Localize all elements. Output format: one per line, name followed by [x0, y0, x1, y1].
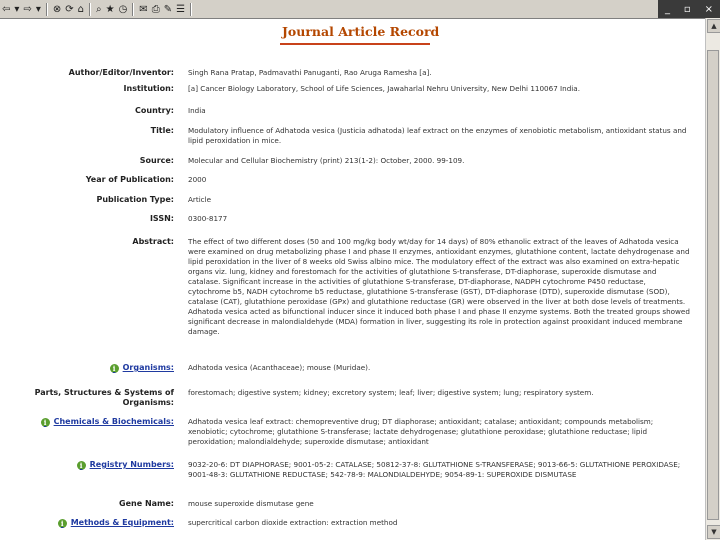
field-label-text: ISSN:: [149, 214, 174, 223]
field-value: 9032-20-6: DT DIAPHORASE; 9001-05-2: CATALASE; 50812-37-8: GLUTATHIONE S-TRANSFERASE; 9013-66-5: GLUTATHIONE PEROXIDASE; 9001-48-3: GLUTATHIONE REDUCTASE; 542-78-9: MALONDIALDEHYDE; 9054-89-1: SUPEROXIDE DISMUTASE: [188, 460, 681, 479]
field-label-text[interactable]: Registry Numbers:: [89, 460, 174, 469]
field-label: [96, 195, 174, 205]
field-label: [140, 156, 174, 166]
field-row: [0, 126, 700, 146]
field-value: Modulatory influence of Adhatoda vesica (Justicia adhatoda) leaf extract on the enzymes of xenobiotic metabolism, antioxidant status and lipid peroxidation in mice.: [188, 126, 687, 145]
field-label-text[interactable]: Organisms:: [122, 363, 174, 372]
field-value: forestomach; digestive system; kidney; excretory system; leaf; liver; digestive system; lung; respiratory system.: [188, 388, 594, 397]
field-label[interactable]: [58, 518, 174, 528]
vertical-scrollbar[interactable]: [705, 18, 720, 540]
field-value: India: [188, 106, 206, 115]
home-icon[interactable]: ⌂: [77, 3, 84, 15]
toolbar-separator: [132, 3, 134, 16]
page-title: Journal Article Record: [282, 24, 440, 39]
field-label: [132, 237, 174, 247]
field-label-text: Year of Publication:: [85, 175, 174, 184]
info-icon[interactable]: i: [41, 418, 50, 427]
discuss-icon[interactable]: ☰: [176, 3, 186, 15]
restore-button[interactable]: ▫: [683, 3, 691, 15]
field-value: [a] Cancer Biology Laboratory, School of Life Sciences, Jawaharlal Nehru University, New Delhi 110067 India.: [188, 84, 580, 93]
info-icon[interactable]: i: [110, 364, 119, 373]
field-value: mouse superoxide dismutase gene: [188, 499, 314, 508]
field-label-text: Country:: [135, 106, 174, 115]
field-value: Adhatoda vesica (Acanthaceae); mouse (Muridae).: [188, 363, 371, 372]
field-row: [0, 175, 700, 185]
field-label-text: Source:: [139, 156, 174, 165]
field-value: 0300-8177: [188, 214, 228, 223]
field-value: Molecular and Cellular Biochemistry (print) 213(1-2): October, 2000. 99-109.: [188, 156, 465, 165]
field-label: [69, 68, 174, 78]
toolbar-separator: [89, 3, 91, 16]
field-value: 2000: [188, 175, 207, 184]
field-value: Adhatoda vesica leaf extract: chemopreventive drug; DT diaphorase; antioxidant; catalase; antioxidant; compounds metabolism; xenobiotic; cytochrome; glutathione S-transferase; lactate dehydrogenase; glutathione peroxidase; glutathione reductase; lipid peroxidation; malondialdehyde; superoxide dismutase; antioxidant: [188, 417, 654, 446]
field-row: [0, 214, 700, 224]
field-row: [0, 156, 700, 166]
field-value: The effect of two different doses (50 and 100 mg/kg body wt/day for 14 days) of 80% ethanolic extract of the leaves of Adhatoda vesica were examined on drug metabolizing phase I and phase II enzymes, antioxidant enzymes, glutathione content, lactate dehydrogenase and lipid peroxidation in the liver of 8 weeks old Swiss albino mice. The modulatory effect of the extract was also examined on extra-hepatic organs viz. lung, kidney and forestomach for the activities of glutathione S-transferase, DT-diaphorase, superoxide dismutase and catalase. Significant increase in the activities of glutathione S-transferase, DT-diaphorase, NADPH cytochrome P450 reductase, cytochrome b5, NADH cytochrome b5 reductase, glutathione S-transferase (GST), DT-diaphorase (DTD), superoxide dismutase (SOD), catalase (CAT), glutathione peroxidase (GPx) and glutathione reductase (GR) were observed in the liver at both dose levels of treatments. Adhatoda vesica acted as bifunctional inducer since it induced both phase I and phase II enzyme systems. Both the treated groups showed significant decrease in malondialdehyde (MDA) formation in liver, suggesting its role in protection against prooxidant induced membrane damage.: [188, 237, 690, 336]
mail-icon[interactable]: ✉: [139, 3, 148, 15]
window-controls: [658, 0, 720, 18]
edit-icon[interactable]: ✎: [163, 3, 173, 15]
field-label-text: Title:: [150, 126, 174, 135]
field-label-text: Abstract:: [132, 237, 174, 246]
field-row: [0, 518, 700, 528]
field-label-text: Institution:: [123, 84, 174, 93]
field-value: supercritical carbon dioxide extraction: extraction method: [188, 518, 398, 527]
toolbar-separator: [190, 3, 192, 16]
title-underline: [280, 43, 430, 45]
field-row: [0, 237, 700, 357]
info-icon[interactable]: i: [58, 519, 67, 528]
refresh-icon[interactable]: ⟳: [65, 3, 74, 15]
field-label[interactable]: [41, 417, 174, 427]
toolbar-separator: [46, 3, 48, 16]
field-value: Singh Rana Pratap, Padmavathi Panuganti, Rao Aruga Ramesha [a].: [188, 68, 432, 77]
close-button[interactable]: ×: [704, 3, 714, 15]
history-icon[interactable]: ◷: [118, 3, 128, 15]
record-page: [0, 18, 706, 540]
field-value: Article: [188, 195, 212, 204]
field-label: [0, 388, 174, 408]
field-row: [0, 499, 700, 509]
field-label: [124, 84, 174, 94]
scroll-up-icon[interactable]: ▲: [707, 19, 720, 33]
field-label[interactable]: [77, 460, 174, 470]
field-label: [119, 499, 174, 509]
field-row: [0, 388, 700, 408]
favorites-icon[interactable]: ★: [105, 3, 115, 15]
field-label-text: Parts, Structures & Systems of Organisms:: [34, 388, 174, 407]
field-label-text: Publication Type:: [96, 195, 174, 204]
back-menu-icon[interactable]: ▾: [14, 3, 20, 15]
forward-menu-icon[interactable]: ▾: [35, 3, 41, 15]
field-label: [86, 175, 174, 185]
field-label-text[interactable]: Methods & Equipment:: [70, 518, 174, 527]
field-label-text: Author/Editor/Inventor:: [68, 68, 174, 77]
field-row: [0, 460, 700, 490]
field-row: [0, 195, 700, 205]
info-icon[interactable]: i: [77, 461, 86, 470]
field-label: [150, 214, 174, 224]
forward-icon[interactable]: ⇨: [23, 3, 32, 15]
search-icon[interactable]: ⌕: [95, 3, 102, 15]
scroll-thumb[interactable]: [707, 50, 719, 520]
minimize-button[interactable]: _: [664, 3, 670, 15]
browser-toolbar: [0, 0, 720, 19]
field-row: [0, 84, 700, 94]
field-label: [151, 126, 174, 136]
field-row: [0, 68, 700, 78]
back-icon[interactable]: ⇦: [2, 3, 11, 15]
print-icon[interactable]: ⎙: [151, 3, 160, 15]
field-row: [0, 417, 700, 447]
field-row: [0, 363, 700, 373]
field-label-text[interactable]: Chemicals & Biochemicals:: [53, 417, 174, 426]
field-label[interactable]: [110, 363, 174, 373]
field-label: [135, 106, 174, 116]
field-label-text: Gene Name:: [119, 499, 174, 508]
field-row: [0, 106, 700, 116]
scroll-down-icon[interactable]: ▼: [707, 525, 720, 539]
stop-icon[interactable]: ⊗: [52, 3, 62, 15]
